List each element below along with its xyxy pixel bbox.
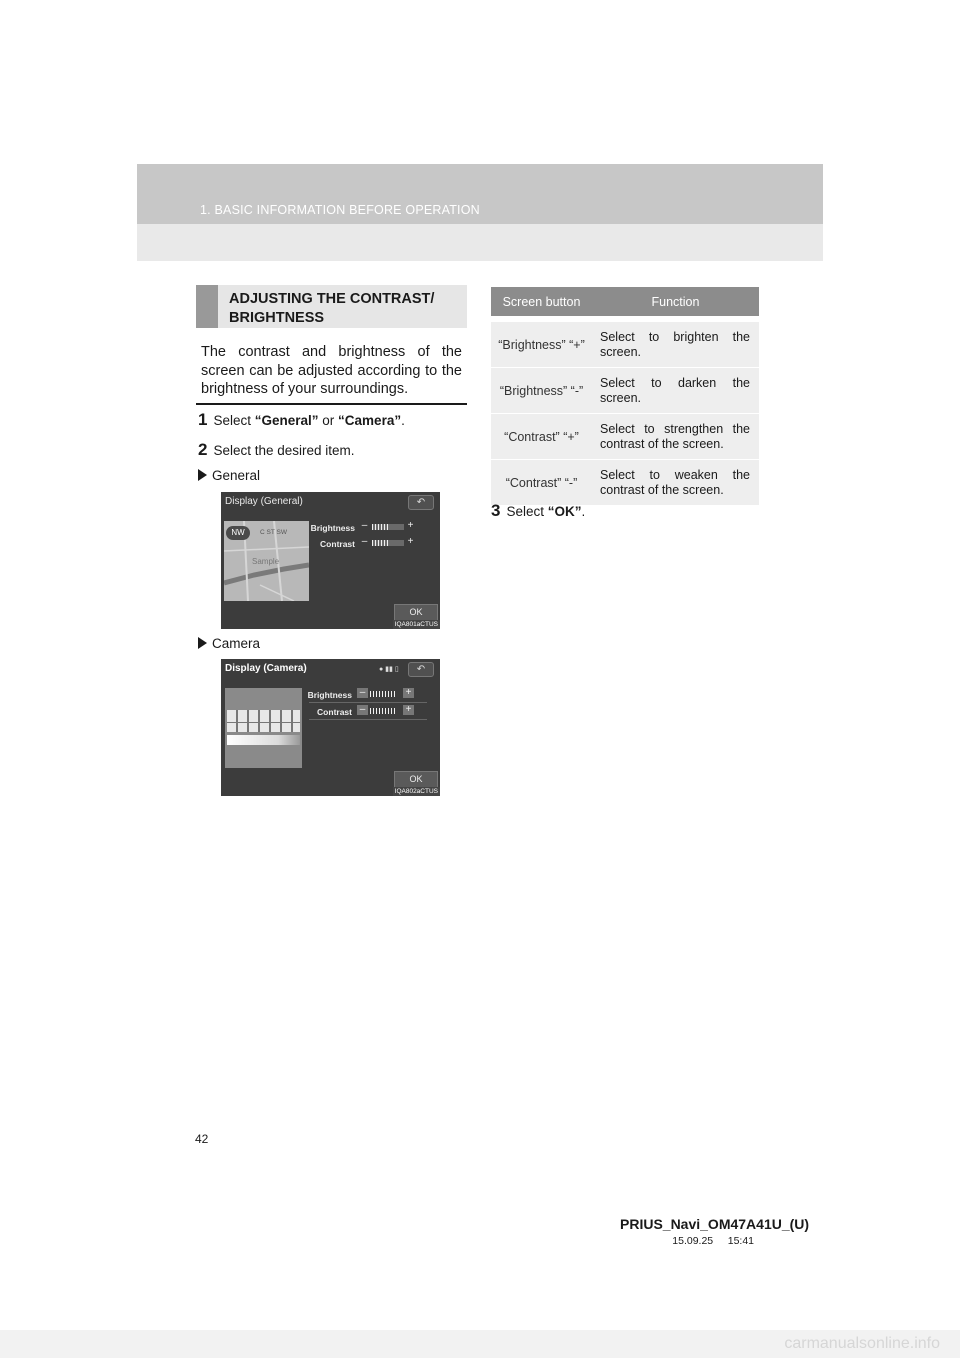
step-2	[198, 440, 355, 460]
image-id-label: IQA801aCTUS	[394, 621, 438, 628]
watermark: carmanualsonline.info	[0, 1330, 960, 1358]
ok-button[interactable]: OK	[394, 604, 438, 621]
map-sample-label: Sample	[252, 557, 280, 566]
step-1-option-camera: “Camera”	[338, 413, 402, 428]
page-number: 42	[195, 1132, 209, 1146]
section-title: 1. BASIC INFORMATION BEFORE OPERATION	[200, 203, 480, 217]
test-pattern-divider	[227, 722, 300, 723]
header-screen-button: Screen button	[491, 287, 592, 316]
step-1-period: .	[401, 413, 405, 428]
table-row	[491, 414, 759, 460]
brightness-plus-button[interactable]: +	[407, 520, 414, 531]
table-row	[491, 460, 759, 506]
step-1-number: 1	[198, 410, 208, 429]
table-header-row	[491, 287, 759, 316]
step-3-number: 3	[491, 501, 501, 520]
step-2-number: 2	[198, 440, 208, 459]
brightness-level-fill	[372, 524, 388, 530]
camera-preview	[225, 688, 302, 768]
step-2-text: Select the desired item.	[213, 443, 355, 458]
brightness-minus-button[interactable]: –	[361, 520, 368, 531]
test-pattern-top	[227, 710, 300, 732]
contrast-level-bar[interactable]	[372, 540, 404, 546]
contrast-plus-button[interactable]: +	[403, 705, 414, 715]
contrast-minus-button[interactable]: –	[361, 536, 368, 547]
heading-body: The contrast and brightness of the screen can be adjusted according to the brightness of your surroundings.	[201, 344, 462, 397]
table-cell-function: Select to strengthen the contrast of the screen.	[592, 414, 759, 460]
screen-title: Display (Camera)	[225, 663, 307, 674]
contrast-minus-button[interactable]: –	[357, 705, 368, 715]
brightness-level-bar[interactable]	[370, 691, 402, 697]
step-1-text: Select	[213, 413, 255, 428]
ok-button[interactable]: OK	[394, 771, 438, 788]
map-street-label: C ST SW	[260, 529, 287, 536]
table-row	[491, 368, 759, 414]
step-1	[198, 410, 405, 430]
test-pattern-gradient	[227, 735, 300, 745]
status-icons: ● ▮▮ ▯	[379, 666, 399, 673]
header-function: Function	[592, 287, 759, 316]
table-cell-button: “Brightness” “-”	[491, 368, 592, 414]
table-cell-button: “Brightness” “+”	[491, 322, 592, 368]
brightness-level-bar[interactable]	[372, 524, 404, 530]
brightness-plus-button[interactable]: +	[403, 688, 414, 698]
heading-title: ADJUSTING THE CONTRAST/ BRIGHTNESS	[229, 291, 435, 326]
step-1-conjunction: or	[318, 413, 339, 428]
contrast-level-fill	[372, 540, 388, 546]
table-cell-function: Select to weaken the contrast of the screen.	[592, 460, 759, 506]
contrast-level-fill	[370, 708, 397, 714]
bullet-camera-label: Camera	[212, 636, 261, 651]
screenshot-display-camera	[221, 659, 440, 796]
step-3	[491, 501, 585, 521]
back-arrow-icon[interactable]: ↶	[408, 495, 434, 510]
bullet-general	[198, 468, 260, 483]
brightness-level-fill	[370, 691, 397, 697]
document-id: PRIUS_Navi_OM47A41U_(U)	[620, 1216, 810, 1232]
screen-title: Display (General)	[225, 496, 303, 507]
screenshot-display-general	[221, 492, 440, 629]
brightness-minus-button[interactable]: –	[357, 688, 368, 698]
table-cell-function: Select to brighten the screen.	[592, 322, 759, 368]
table-row	[491, 322, 759, 368]
image-id-label: IQA802aCTUS	[394, 788, 438, 795]
brightness-label: Brightness	[307, 690, 352, 700]
document-date: 15.09.25 15:41	[672, 1235, 754, 1247]
brightness-label: Brightness	[310, 523, 355, 533]
bullet-camera	[198, 636, 260, 651]
table-cell-button: “Contrast” “-”	[491, 460, 592, 506]
contrast-level-bar[interactable]	[370, 708, 402, 714]
table-cell-function: Select to darken the screen.	[592, 368, 759, 414]
back-arrow-icon[interactable]: ↶	[408, 662, 434, 677]
row-divider	[309, 719, 427, 720]
row-divider	[309, 702, 427, 703]
contrast-label: Contrast	[317, 707, 352, 717]
contrast-plus-button[interactable]: +	[407, 536, 414, 547]
header-subband	[137, 224, 823, 261]
step-3-option-ok: “OK”	[547, 504, 582, 519]
triangle-bullet-icon	[198, 469, 207, 481]
map-preview	[224, 521, 309, 601]
step-1-option-general: “General”	[254, 413, 319, 428]
bullet-general-label: General	[212, 468, 261, 483]
table-cell-button: “Contrast” “+”	[491, 414, 592, 460]
screen-button-table	[491, 287, 759, 506]
heading-accent-bar	[196, 285, 218, 328]
contrast-label: Contrast	[320, 539, 355, 549]
compass-badge[interactable]: NW	[226, 526, 250, 540]
step-3-period: .	[581, 504, 586, 519]
triangle-bullet-icon	[198, 637, 207, 649]
step-3-text: Select	[506, 504, 548, 519]
